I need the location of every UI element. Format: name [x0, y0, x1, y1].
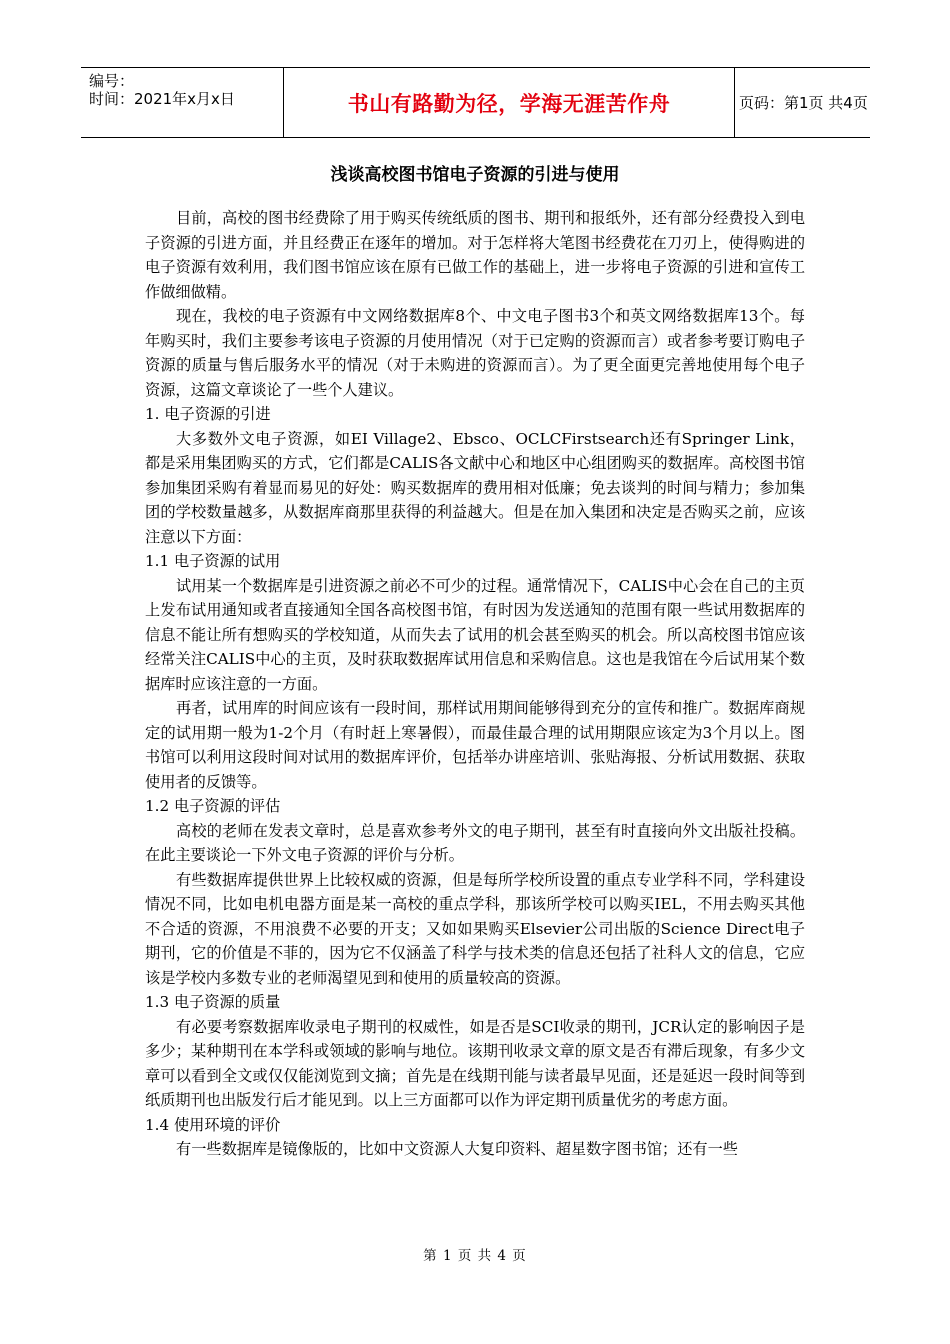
- document-time-label: 时间：2021年x月x日: [89, 90, 235, 108]
- paragraph: 现在，我校的电子资源有中文网络数据库8个、中文电子图书3个和英文网络数据库13个。每年购买时，我们主要参考该电子资源的月使用情况（对于已定购的资源而言）或者参考要订购电子资源的质量与售后服务水平的情况（对于未购进的资源而言）。为了更全面更完善地使用每个电子资源，这篇文章谈论了一些个人建议。: [145, 307, 805, 399]
- header-meta: [81, 68, 283, 137]
- section-heading: 1. 电子资源的引进: [145, 405, 271, 423]
- section-heading: 1.2 电子资源的评估: [145, 797, 281, 815]
- paragraph: 有一些数据库是镜像版的，比如中文资源人大复印资料、超星数字图书馆；还有一些: [176, 1140, 738, 1158]
- section-heading: 1.1 电子资源的试用: [145, 552, 281, 570]
- document-title: 浅谈高校图书馆电子资源的引进与使用: [330, 165, 620, 185]
- document-code-label: 编号：: [89, 72, 135, 90]
- paragraph: 大多数外文电子资源，如EI Village2、Ebsco、OCLCFirstsearch还有Springer Link，都是采用集团购买的方式，它们都是CALIS各文献中心和地区中心组团购买的数据库。高校图书馆参加集团采购有着显而易见的好处：购买数据库的费用相对低廉；免去谈判的时间与精力；参加集团的学校数量越多，从数据库商那里获得的利益越大。但是在加入集团和决定是否购买之前，应该注意以下方面：: [145, 429, 805, 546]
- paragraph: 目前，高校的图书经费除了用于购买传统纸质的图书、期刊和报纸外，还有部分经费投入到电子资源的引进方面，并且经费正在逐年的增加。对于怎样将大笔图书经费花在刀刃上，使得购进的电子资源有效利用，我们图书馆应该在原有已做工作的基础上，进一步将电子资源的引进和宣传工作做细做精。: [145, 209, 805, 301]
- section-heading: 1.3 电子资源的质量: [145, 993, 281, 1011]
- document-body: [145, 206, 805, 1162]
- paragraph: 有必要考察数据库收录电子期刊的权威性，如是否是SCI收录的期刊，JCR认定的影响因子是多少；某种期刊在本学科或领域的影响与地位。该期刊收录文章的原文是否有滞后现象，有多少文章可以看到全文或仅仅能浏览到文摘；首先是在线期刊能与读者最早见面，还是延迟一段时间等到纸质期刊也出版发行后才能见到。以上三方面都可以作为评定期刊质量优劣的考虑方面。: [145, 1017, 805, 1109]
- header-page-info: 页码：第1页 共4页: [739, 94, 868, 112]
- paragraph: 试用某一个数据库是引进资源之前必不可少的过程。通常情况下，CALIS中心会在自己的主页上发布试用通知或者直接通知全国各高校图书馆，有时因为发送通知的范围有限一些试用数据库的信息不能让所有想购买的学校知道，从而失去了试用的机会甚至购买的机会。所以高校图书馆应该经常关注CALIS中心的主页，及时获取数据库试用信息和采购信息。这也是我馆在今后试用某个数据库时应该注意的一方面。: [145, 576, 805, 693]
- paragraph: 再者，试用库的时间应该有一段时间，那样试用期间能够得到充分的宣传和推广。数据库商规定的试用期一般为1-2个月（有时赶上寒暑假），而最佳最合理的试用期限应该定为3个月以上。图书馆可以利用这段时间对试用的数据库评价，包括举办讲座培训、张贴海报、分析试用数据、获取使用者的反馈等。: [145, 699, 805, 791]
- section-heading: 1.4 使用环境的评价: [145, 1115, 281, 1134]
- page-footer: 第 1 页 共 4 页: [423, 1248, 527, 1264]
- paragraph: 高校的老师在发表文章时，总是喜欢参考外文的电子期刊，甚至有时直接向外文出版社投稿。在此主要谈论一下外文电子资源的评价与分析。: [145, 821, 805, 864]
- header-table: [81, 67, 870, 138]
- header-divider: [734, 68, 735, 137]
- header-motto: 书山有路勤为径，学海无涯苦作舟: [347, 91, 671, 116]
- paragraph: 有些数据库提供世界上比较权威的资源，但是每所学校所设置的重点专业学科不同，学科建设情况不同，比如电机电器方面是某一高校的重点学科，那该所学校可以购买IEL，不用去购买其他不合适的资源，不用浪费不必要的开支；又如如果购买Elsevier公司出版的Science Direct电子期刊，它的价值是不菲的，因为它不仅涵盖了科学与技术类的信息还包括了社科人文的信息，它应该是学校内多数专业的老师渴望见到和使用的质量较高的资源。: [145, 870, 805, 987]
